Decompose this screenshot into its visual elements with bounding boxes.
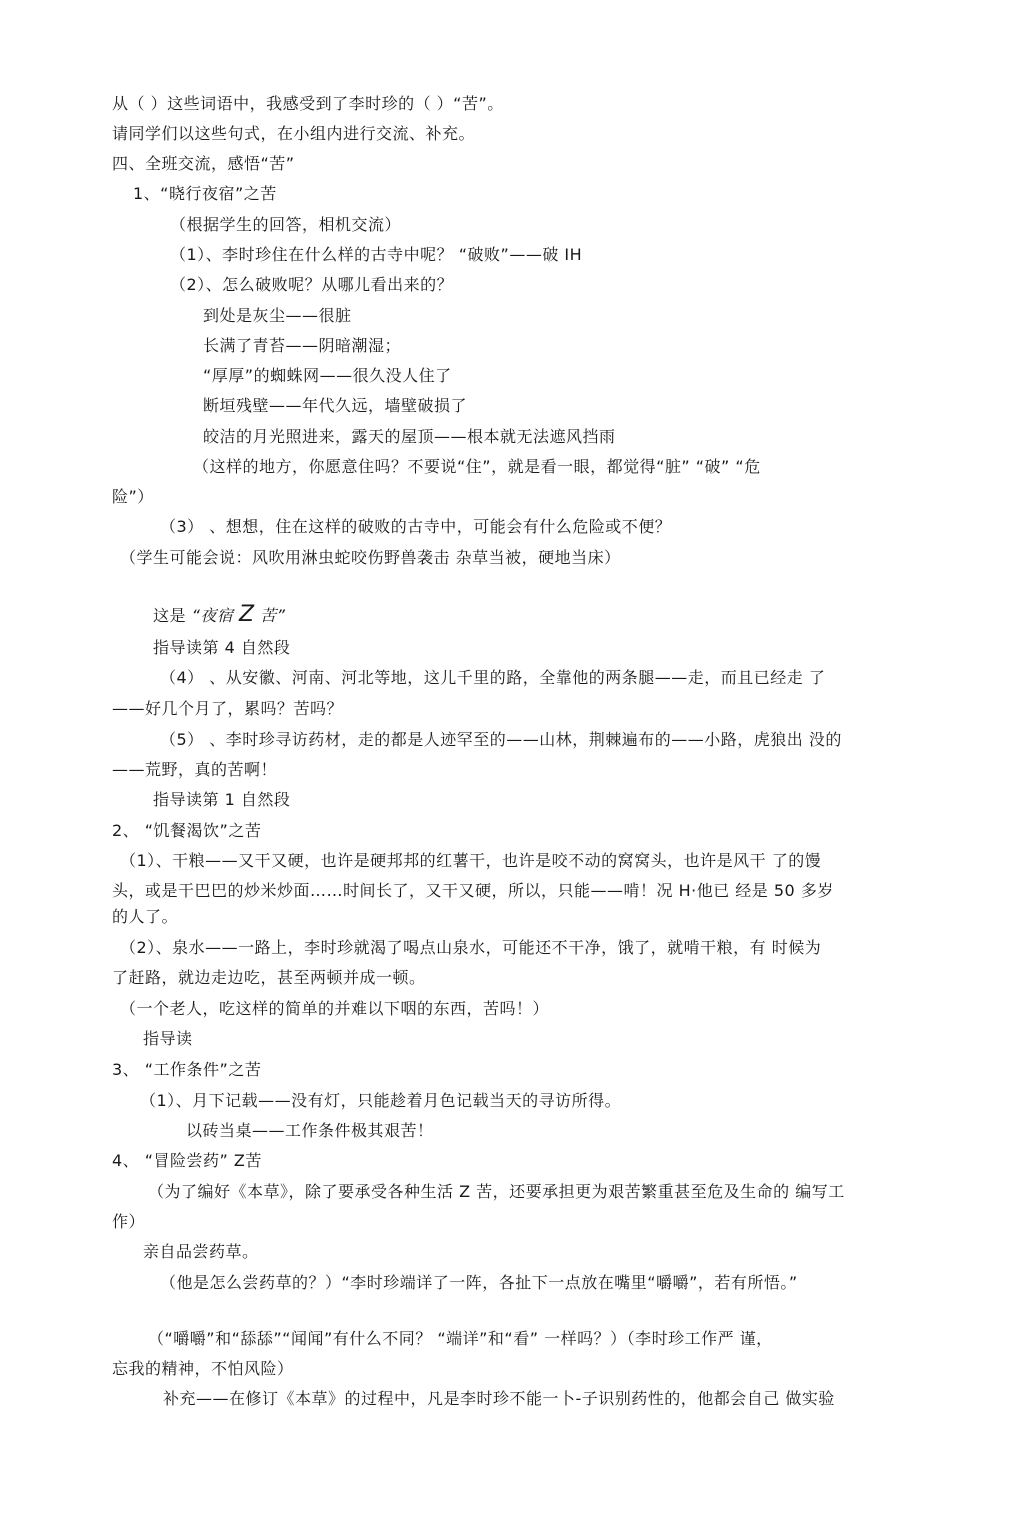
text-line: 的人了。 (112, 907, 179, 926)
text-line: 了赶路，就边走边吃，甚至两顿并成一顿。 (112, 968, 426, 987)
text-line: （学生可能会说：风吹用淋虫蛇咬伤野兽袭击 杂草当被，硬地当床） (120, 548, 621, 567)
text-line: 长满了青苔——阴暗潮湿； (203, 336, 402, 355)
text-line: （1）、月下记载——没有灯，只能趁着月色记载当天的寻访所得。 (140, 1091, 622, 1110)
text-line: ——好几个月了，累吗？苦吗？ (112, 699, 344, 718)
text-line: 到处是灰尘——很脏 (203, 306, 352, 325)
subsection-heading: 2、 “饥餐渴饮”之苦 (112, 821, 262, 840)
text-fragment: “夜宿 (191, 606, 234, 625)
text-line: （3） 、想想，住在这样的破败的古寺中，可能会有什么危险或不便？ (160, 517, 672, 536)
text-line (153, 602, 286, 627)
text-line: 指导读 (143, 1029, 193, 1048)
text-line: （一个老人，吃这样的简单的并难以下咽的东西，苦吗！） (120, 999, 550, 1018)
section-heading: 四、全班交流，感悟“苦” (112, 154, 295, 173)
text-fragment: 这是 (153, 606, 187, 625)
text-line: （2）、泉水——一路上，李时珍就渴了喝点山泉水，可能还不干净，饿了，就啃干粮，有 时候为 (120, 938, 822, 957)
text-line (112, 94, 504, 114)
text-line: （这样的地方，你愿意住吗？不要说“住”，就是看一眼，都觉得“脏” “破” “危 (193, 457, 761, 476)
text-line: 补充——在修订《本草》的过程中，凡是李时珍不能一卜-子识别药性的，他都会自己 做实验 (163, 1389, 835, 1408)
text-line: （根据学生的回答，相机交流） (170, 215, 402, 234)
text-line: 险”） (112, 487, 154, 506)
text-line: （为了编好《本草》，除了要承受各种生活 Z 苦，还要承担更为艰苦繁重甚至危及生命的 编写工 (148, 1182, 845, 1201)
subsection-heading: 4、 “冒险尝药” Z苦 (112, 1151, 262, 1170)
text-line: ——荒野，真的苦啊！ (112, 760, 278, 779)
text-line: （1）、李时珍住在什么样的古寺中呢？ “破败”——破 IH (170, 245, 583, 264)
text-line: 以砖当桌——工作条件极其艰苦！ (186, 1121, 434, 1140)
subsection-heading: 3、 “工作条件”之苦 (112, 1060, 262, 1079)
text-line: 作） (112, 1212, 146, 1231)
text-line: 亲自品尝药草。 (143, 1242, 259, 1261)
text-line: （4） 、从安徽、河南、河北等地，这儿千里的路，全靠他的两条腿——走，而且已经走 了 (160, 668, 826, 687)
text-line: 请同学们以这些句式，在小组内进行交流、补充。 (112, 124, 476, 143)
text-line: “厚厚”的蜘蛛网——很久没人住了 (203, 366, 452, 385)
subsection-heading: 1、“晓行夜宿”之苦 (133, 184, 277, 203)
text-line: 头，或是干巴巴的炒米炒面……时间长了，又干又硬，所以，只能——啃！况 H·他已 经是 50 多岁 (112, 881, 834, 900)
text-line: （2）、怎么破败呢？从哪儿看出来的？ (170, 275, 454, 294)
text-line: （1）、干粮——又干又硬，也许是硬邦邦的红薯干，也许是咬不动的窝窝头，也许是风干 了的馒 (120, 851, 822, 870)
text-line: 指导读第 4 自然段 (153, 638, 291, 657)
text-line: 指导读第 1 自然段 (153, 790, 291, 809)
text-line: （他是怎么尝药草的？）“李时珍端详了一阵，各扯下一点放在嘴里“嚼嚼”，若有所悟。” (160, 1273, 798, 1292)
text-line: 皎洁的月光照进来，露天的屋顶——根本就无法遮风挡雨 (203, 427, 616, 446)
text-fragment: 苦” (260, 606, 286, 625)
text-line-content: 从（ ）这些词语中，我感受到了李时珍的（ ）“苦”。 (112, 94, 504, 113)
text-line: （“嚼嚼”和“舔舔”“闻闻”有什么不同？ “端详”和“看” 一样吗？）（李时珍工作严 谨， (148, 1329, 773, 1348)
text-line: 忘我的精神，不怕风险） (112, 1359, 294, 1378)
text-line: 断垣残壁——年代久远，墙壁破损了 (203, 396, 468, 415)
text-fragment: Z (239, 602, 255, 627)
text-line: （5） 、李时珍寻访药材，走的都是人迹罕至的——山林，荆棘遍布的——小路，虎狼出 没的 (160, 730, 842, 749)
